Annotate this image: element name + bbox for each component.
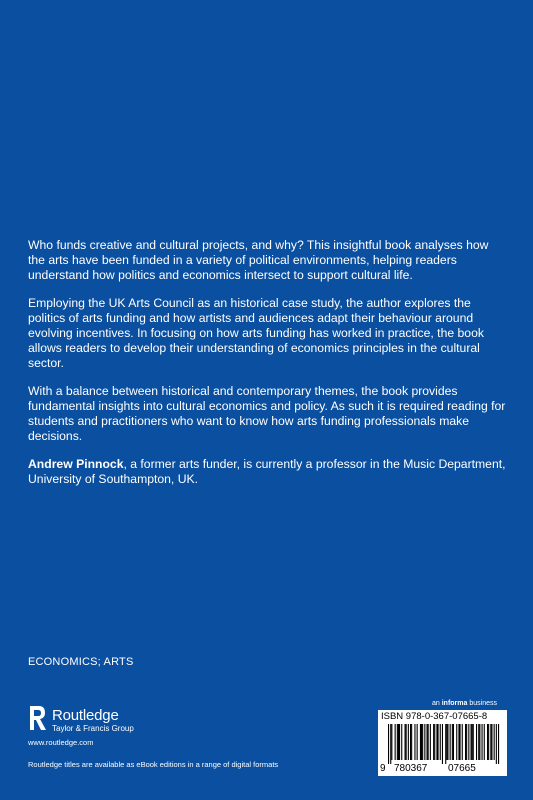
barcode-bar	[446, 724, 447, 760]
barcode-bar	[427, 724, 428, 760]
barcode-bar	[388, 724, 389, 764]
subject-category: ECONOMICS; ARTS	[28, 656, 134, 668]
barcode-bar	[445, 724, 446, 764]
barcode-bar	[494, 724, 495, 760]
barcode	[388, 724, 500, 764]
barcode-bar	[405, 724, 406, 760]
barcode-bar	[399, 724, 400, 760]
barcode-bar	[401, 724, 402, 760]
barcode-bar	[471, 724, 472, 760]
barcode-bar	[466, 724, 467, 760]
barcode-bar	[478, 724, 479, 760]
barcode-bar	[411, 724, 412, 760]
author-bio-text: , a former arts funder, is currently a professor in the Music Department, University of Southampton, UK.	[28, 457, 506, 486]
publisher-website[interactable]: www.routledge.com	[28, 738, 94, 747]
blurb-paragraph-2: Employing the UK Arts Council as an historical case study, the author explores the politics of arts funding and how artists and audiences adapt their behaviour around evolving incentives. In focusing on how arts funding has worked in practice, the book allows readers to develop their understanding of economics principles in the cultural sector.	[28, 296, 484, 370]
publisher-name: Routledge	[52, 707, 119, 724]
barcode-bar	[430, 724, 431, 760]
barcode-bar	[421, 724, 422, 760]
barcode-bar	[422, 724, 423, 760]
informa-brand: informa	[441, 700, 468, 707]
routledge-r-icon	[28, 704, 48, 734]
barcode-bar	[450, 724, 451, 760]
barcode-bar	[442, 724, 443, 764]
barcode-bar	[460, 724, 461, 760]
barcode-bar	[390, 724, 391, 764]
barcode-bar	[410, 724, 411, 760]
back-cover-blurb	[28, 238, 508, 500]
barcode-bar	[397, 724, 398, 760]
barcode-bar	[473, 724, 474, 760]
informa-suffix: business	[467, 700, 497, 707]
barcode-bar	[490, 724, 491, 760]
barcode-bar	[496, 724, 497, 764]
barcode-bar	[453, 724, 454, 760]
barcode-bar	[458, 724, 459, 760]
barcode-panel	[378, 710, 507, 776]
barcode-bar	[438, 724, 439, 760]
publisher-group: Taylor & Francis Group	[52, 724, 134, 733]
barcode-digits-right: 07665	[448, 763, 476, 774]
barcode-bar	[440, 724, 441, 760]
barcode-bar	[484, 724, 485, 760]
ebook-note: Routledge titles are available as eBook editions in a range of digital formats	[28, 760, 279, 769]
barcode-bar	[456, 724, 457, 760]
informa-business-label	[432, 700, 497, 707]
barcode-bar	[436, 724, 437, 760]
author-bio	[28, 457, 508, 487]
barcode-digits-left: 780367	[394, 763, 428, 774]
barcode-bar	[482, 724, 483, 760]
barcode-bar	[391, 724, 392, 760]
barcode-bar	[468, 724, 469, 760]
isbn-label: ISBN 978-0-367-07665-8	[381, 711, 488, 722]
barcode-digit-first: 9	[380, 763, 386, 774]
barcode-bar	[395, 724, 396, 760]
barcode-bar	[491, 724, 492, 760]
blurb-paragraph-1: Who funds creative and cultural projects, and why? This insightful book analyses how the arts have been funded in a variety of political environments, helping readers understand how politics and economics intersect to support cultural life.	[28, 238, 489, 282]
barcode-bar	[414, 724, 415, 760]
barcode-bar	[420, 724, 421, 760]
barcode-bar	[408, 724, 409, 760]
barcode-bar	[452, 724, 453, 760]
author-name: Andrew Pinnock	[28, 457, 124, 471]
blurb-paragraph-3: With a balance between historical and contemporary themes, the book provides fundamental insights into cultural economics and policy. As such it is required reading for students and practitioners who want to know how arts funding professionals make decisions.	[28, 384, 506, 443]
barcode-bar	[424, 724, 425, 760]
barcode-bar	[472, 724, 473, 760]
barcode-bar	[428, 724, 429, 760]
barcode-bar	[488, 724, 489, 760]
barcode-bar	[447, 724, 448, 760]
barcode-bar	[462, 724, 463, 760]
informa-prefix: an	[432, 700, 442, 707]
barcode-bar	[487, 724, 488, 760]
barcode-bar	[476, 724, 477, 760]
barcode-bar	[434, 724, 435, 760]
barcode-bar	[406, 724, 407, 760]
barcode-bar	[398, 724, 399, 760]
barcode-bar	[479, 724, 480, 760]
barcode-bar	[433, 724, 434, 760]
barcode-bar	[417, 724, 418, 760]
barcode-bar	[465, 724, 466, 760]
barcode-bar	[498, 724, 499, 764]
